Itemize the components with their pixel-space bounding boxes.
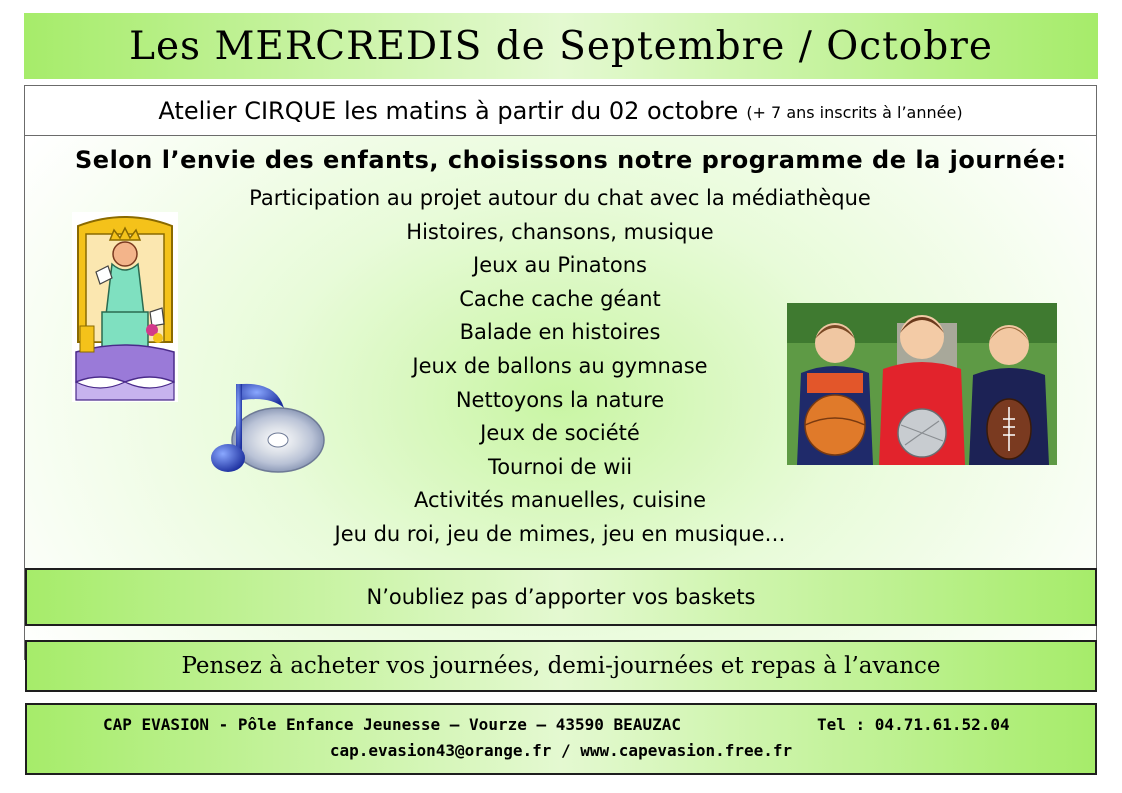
activity-item: Jeux de ballons au gymnase xyxy=(412,353,708,378)
activity-item: Histoires, chansons, musique xyxy=(406,219,714,244)
activity-item: Nettoyons la nature xyxy=(455,387,665,412)
page-title: Les MERCREDIS de Septembre / Octobre xyxy=(129,23,993,69)
atelier-row xyxy=(25,86,1096,136)
activity-item: Balade en histoires xyxy=(459,320,661,345)
footer-address: CAP EVASION - Pôle Enfance Jeunesse – Vourze – 43590 BEAUZAC xyxy=(103,715,681,734)
title-banner xyxy=(24,13,1098,79)
atelier-note: (+ 7 ans inscrits à l’année) xyxy=(746,103,963,122)
activity-item: Jeu du roi, jeu de mimes, jeu en musique… xyxy=(334,521,786,546)
activity-item: Cache cache géant xyxy=(459,286,661,311)
children-photo xyxy=(787,303,1057,465)
activity-item: Jeux au Pinatons xyxy=(473,253,647,278)
program-heading: Selon l’envie des enfants, choisissons notre programme de la journée: xyxy=(75,146,1067,174)
activity-item: Jeux de société xyxy=(480,421,640,446)
footer-phone: Tel : 04.71.61.52.04 xyxy=(817,715,1010,734)
purchase-reminder: Pensez à acheter vos journées, demi-journées et repas à l’avance xyxy=(25,640,1097,692)
activity-item: Participation au projet autour du chat avec la médiathèque xyxy=(249,186,871,210)
king-clipart-icon xyxy=(72,212,178,402)
atelier-text: Atelier CIRQUE les matins à partir du 02 octobre xyxy=(158,96,739,125)
footer-email-website: cap.evasion43@orange.fr / www.capevasion.free.fr xyxy=(329,741,793,760)
footer-contact xyxy=(25,703,1097,775)
activity-item: Tournoi de wii xyxy=(487,454,633,479)
baskets-reminder: N’oubliez pas d’apporter vos baskets xyxy=(25,568,1097,626)
activity-item: Activités manuelles, cuisine xyxy=(413,488,707,513)
music-note-cd-icon xyxy=(206,378,326,478)
